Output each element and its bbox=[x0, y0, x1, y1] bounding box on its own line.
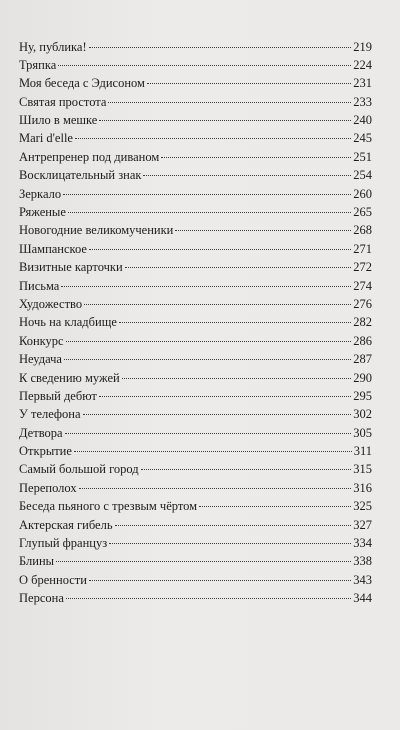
toc-entry-title: У телефона bbox=[19, 407, 81, 422]
toc-entry-title: Шампанское bbox=[19, 241, 87, 256]
toc-entry-page-number: 282 bbox=[353, 315, 372, 330]
toc-entry-title: О бренности bbox=[19, 572, 87, 587]
dot-leader bbox=[66, 328, 352, 342]
toc-entry-title: Шило в мешке bbox=[19, 113, 98, 128]
toc-entry-title: Моя беседа с Эдисоном bbox=[19, 76, 145, 91]
dot-leader bbox=[109, 531, 351, 545]
toc-entry-title: Детвора bbox=[19, 425, 63, 440]
toc-entry-title: Блины bbox=[19, 554, 55, 569]
toc-entry-page-number: 287 bbox=[353, 352, 372, 367]
toc-entry-title: Актерская гибель bbox=[19, 517, 113, 532]
toc-entry-title: Антрепренер под диваном bbox=[19, 149, 160, 164]
toc-entry-page-number: 219 bbox=[353, 39, 372, 54]
dot-leader bbox=[147, 71, 351, 85]
toc-entry-page-number: 338 bbox=[353, 554, 372, 569]
toc-entry-title: Письма bbox=[19, 278, 60, 293]
toc-entry-title: Глупый француз bbox=[19, 536, 108, 551]
dot-leader bbox=[89, 236, 351, 250]
toc-entry-title: Персона bbox=[19, 591, 64, 606]
toc-entry-title: Самый большой город bbox=[19, 462, 139, 477]
table-of-contents bbox=[19, 37, 372, 607]
dot-leader bbox=[89, 34, 352, 48]
dot-leader bbox=[108, 89, 351, 103]
dot-leader bbox=[175, 218, 351, 232]
toc-entry-title: Святая простота bbox=[19, 94, 107, 109]
dot-leader bbox=[74, 439, 352, 453]
dot-leader bbox=[143, 163, 351, 177]
toc-entry-page-number: 334 bbox=[353, 536, 372, 551]
toc-entry bbox=[19, 589, 372, 607]
toc-entry-title: Mari d'elle bbox=[19, 131, 73, 146]
dot-leader bbox=[63, 181, 351, 195]
toc-entry-title: Тряпка bbox=[19, 57, 57, 72]
dot-leader bbox=[89, 567, 351, 581]
toc-entry-page-number: 286 bbox=[353, 333, 372, 348]
toc-entry-page-number: 251 bbox=[353, 149, 372, 164]
dot-leader bbox=[58, 52, 351, 66]
toc-entry-title: К сведению мужей bbox=[19, 370, 120, 385]
toc-entry-page-number: 327 bbox=[353, 517, 372, 532]
toc-entry-title: Художество bbox=[19, 296, 83, 311]
toc-entry-title: Восклицательный знак bbox=[19, 168, 142, 183]
toc-entry-page-number: 245 bbox=[353, 131, 372, 146]
toc-entry-page-number: 272 bbox=[353, 260, 372, 275]
toc-entry-title: Ну, публика! bbox=[19, 39, 87, 54]
toc-entry-title: Зеркало bbox=[19, 186, 62, 201]
dot-leader bbox=[161, 144, 351, 158]
toc-entry-page-number: 315 bbox=[353, 462, 372, 477]
toc-entry-title: Визитные карточки bbox=[19, 260, 123, 275]
toc-entry-title: Неудача bbox=[19, 352, 62, 367]
dot-leader bbox=[61, 273, 351, 287]
toc-entry-title: Новогодние великомученики bbox=[19, 223, 174, 238]
toc-entry-page-number: 224 bbox=[353, 57, 372, 72]
dot-leader bbox=[56, 549, 351, 563]
toc-entry-page-number: 344 bbox=[353, 591, 372, 606]
dot-leader bbox=[84, 291, 351, 305]
toc-entry-page-number: 311 bbox=[353, 444, 372, 459]
dot-leader bbox=[65, 420, 352, 434]
dot-leader bbox=[119, 310, 351, 324]
dot-leader bbox=[99, 383, 351, 397]
dot-leader bbox=[79, 475, 352, 489]
dot-leader bbox=[83, 402, 352, 416]
toc-entry-page-number: 325 bbox=[353, 499, 372, 514]
toc-entry-page-number: 271 bbox=[353, 241, 372, 256]
toc-entry-page-number: 233 bbox=[353, 94, 372, 109]
dot-leader bbox=[99, 108, 351, 122]
toc-entry-title: Беседа пьяного с трезвым чёртом bbox=[19, 499, 198, 514]
toc-entry-title: Конкурс bbox=[19, 333, 64, 348]
dot-leader bbox=[75, 126, 351, 140]
toc-entry-title: Ряженые bbox=[19, 205, 66, 220]
dot-leader bbox=[125, 255, 352, 269]
dot-leader bbox=[64, 347, 351, 361]
toc-entry-title: Переполох bbox=[19, 480, 77, 495]
dot-leader bbox=[122, 365, 352, 379]
toc-entry-page-number: 302 bbox=[353, 407, 372, 422]
toc-entry-page-number: 276 bbox=[353, 296, 372, 311]
toc-entry-title: Первый дебют bbox=[19, 388, 97, 403]
toc-entry-page-number: 316 bbox=[353, 480, 372, 495]
dot-leader bbox=[68, 200, 351, 214]
dot-leader bbox=[115, 512, 352, 526]
toc-entry-title: Открытие bbox=[19, 444, 72, 459]
toc-entry-page-number: 240 bbox=[353, 113, 372, 128]
toc-entry-title: Ночь на кладбище bbox=[19, 315, 117, 330]
toc-entry-page-number: 343 bbox=[353, 572, 372, 587]
toc-entry-page-number: 268 bbox=[353, 223, 372, 238]
toc-entry-page-number: 254 bbox=[353, 168, 372, 183]
toc-entry-page-number: 260 bbox=[353, 186, 372, 201]
toc-entry-page-number: 231 bbox=[353, 76, 372, 91]
dot-leader bbox=[66, 586, 351, 600]
dot-leader bbox=[141, 457, 352, 471]
toc-entry-page-number: 265 bbox=[353, 205, 372, 220]
toc-entry-page-number: 305 bbox=[353, 425, 372, 440]
toc-entry-page-number: 290 bbox=[353, 370, 372, 385]
toc-entry-page-number: 274 bbox=[353, 278, 372, 293]
toc-entry-page-number: 295 bbox=[353, 388, 372, 403]
dot-leader bbox=[199, 494, 351, 508]
